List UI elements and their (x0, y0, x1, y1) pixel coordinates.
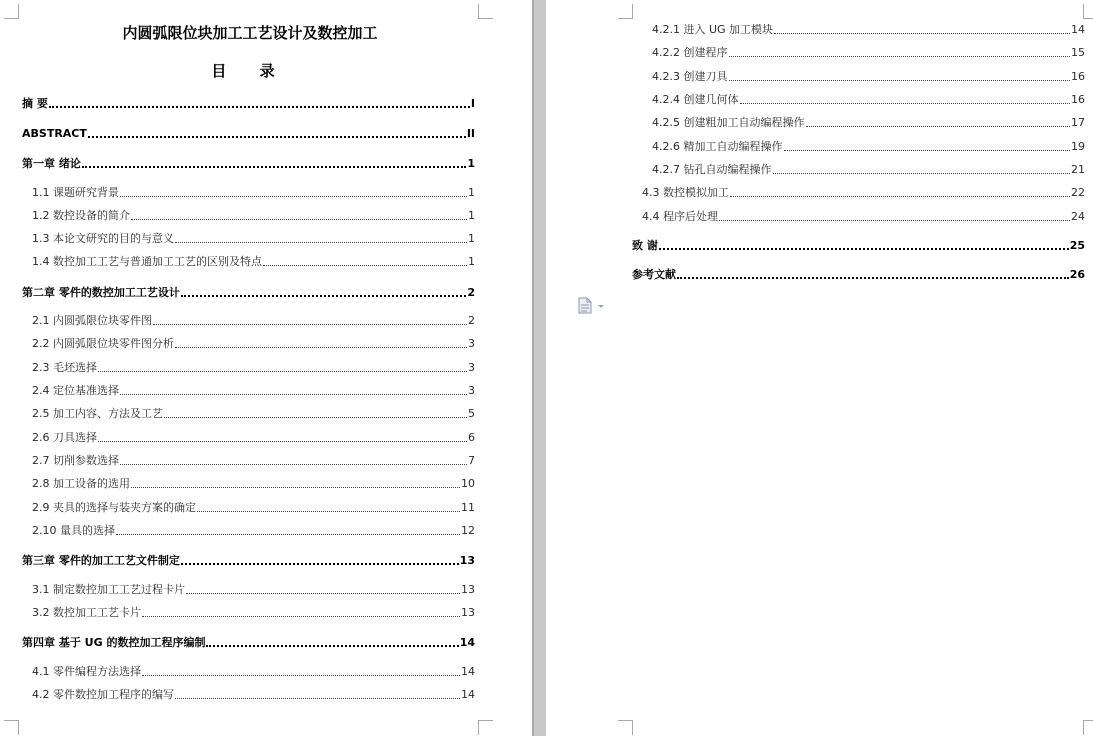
toc-entry-abstract-cn[interactable]: 摘 要 I (22, 97, 475, 110)
toc-entry-4-2-6[interactable]: 4.2.6 精加工自动编程操作 19 (652, 140, 1085, 153)
crop-mark-bottom-right (1083, 720, 1093, 735)
toc-heading: 目 录 (211, 62, 289, 80)
toc-entry-2-1[interactable]: 2.1 内圆弧限位块零件图 2 (32, 314, 475, 327)
crop-mark-top-right (1083, 4, 1093, 19)
crop-mark-bottom-left (618, 720, 633, 735)
toc-entry-2-3[interactable]: 2.3 毛坯选择 3 (32, 361, 475, 374)
toc-entry-4-2[interactable]: 4.2 零件数控加工程序的编写 14 (32, 688, 475, 701)
toc-entry-1-3[interactable]: 1.3 本论文研究的目的与意义 1 (32, 232, 475, 245)
crop-mark-top-left (4, 4, 19, 19)
toc-entry-4-2-7[interactable]: 4.2.7 钻孔自动编程操作 21 (652, 163, 1085, 176)
toc-entry-2-10[interactable]: 2.10 量具的选择 12 (32, 524, 475, 537)
toc-entry-2-6[interactable]: 2.6 刀具选择 6 (32, 431, 475, 444)
toc-entry-chapter-2[interactable]: 第二章 零件的数控加工工艺设计 2 (22, 286, 475, 299)
toc-entry-4-1[interactable]: 4.1 零件编程方法选择 14 (32, 665, 475, 678)
crop-mark-bottom-right (478, 720, 493, 735)
document-page-right (546, 0, 1093, 736)
toc-entry-chapter-3[interactable]: 第三章 零件的加工工艺文件制定 13 (22, 554, 475, 567)
crop-mark-top-left (618, 4, 633, 19)
toc-entry-2-2[interactable]: 2.2 内圆弧限位块零件图分析 3 (32, 337, 475, 350)
toc-entry-3-1[interactable]: 3.1 制定数控加工工艺过程卡片 13 (32, 583, 475, 596)
toc-entry-1-1[interactable]: 1.1 课题研究背景 1 (32, 186, 475, 199)
gutter-divider (532, 0, 534, 736)
toc-entry-4-2-3[interactable]: 4.2.3 创建刀具 16 (652, 70, 1085, 83)
document-title: 内圆弧限位块加工工艺设计及数控加工 (122, 24, 378, 42)
toc-entry-4-2-5[interactable]: 4.2.5 创建粗加工自动编程操作 17 (652, 116, 1085, 129)
toc-entry-2-9[interactable]: 2.9 夹具的选择与装夹方案的确定 11 (32, 501, 475, 514)
crop-mark-bottom-left (4, 720, 19, 735)
toc-entry-2-4[interactable]: 2.4 定位基准选择 3 (32, 384, 475, 397)
toc-entry-4-3[interactable]: 4.3 数控模拟加工 22 (642, 186, 1085, 199)
page-gutter (532, 0, 546, 736)
document-paste-icon[interactable] (577, 297, 607, 319)
toc-entry-3-2[interactable]: 3.2 数控加工工艺卡片 13 (32, 606, 475, 619)
toc-entry-4-2-4[interactable]: 4.2.4 创建几何体 16 (652, 93, 1085, 106)
crop-mark-top-right (478, 4, 493, 19)
toc-entry-2-7[interactable]: 2.7 切削参数选择 7 (32, 454, 475, 467)
toc-entry-chapter-4[interactable]: 第四章 基于 UG 的数控加工程序编制 14 (22, 636, 475, 649)
toc-entry-abstract-en[interactable]: ABSTRACT II (22, 127, 475, 140)
toc-entry-acknowledgements[interactable]: 致 谢 25 (632, 239, 1085, 252)
toc-entry-4-2-2[interactable]: 4.2.2 创建程序 15 (652, 46, 1085, 59)
toc-entry-2-8[interactable]: 2.8 加工设备的选用 10 (32, 477, 475, 490)
toc-entry-4-4[interactable]: 4.4 程序后处理 24 (642, 210, 1085, 223)
toc-entry-chapter-1[interactable]: 第一章 绪论 1 (22, 157, 475, 170)
toc-entry-1-2[interactable]: 1.2 数控设备的简介 1 (32, 209, 475, 222)
toc-entry-1-4[interactable]: 1.4 数控加工工艺与普通加工工艺的区别及特点 1 (32, 255, 475, 268)
toc-entry-references[interactable]: 参考文献 26 (632, 268, 1085, 281)
document-page-left (0, 0, 532, 736)
document-paste-icon-graphic (577, 297, 607, 315)
toc-entry-2-5[interactable]: 2.5 加工内容、方法及工艺 5 (32, 407, 475, 420)
toc-entry-4-2-1[interactable]: 4.2.1 进入 UG 加工模块 14 (652, 23, 1085, 36)
